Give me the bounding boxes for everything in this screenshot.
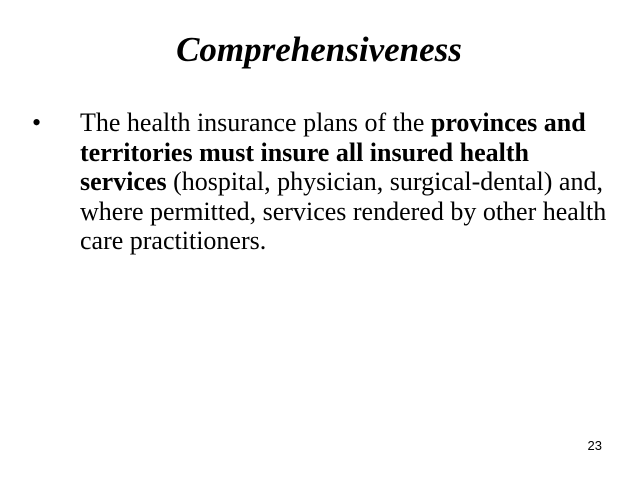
bullet-text-regular-1: The health insurance plans of the: [80, 108, 431, 137]
bullet-point: •: [32, 108, 42, 137]
page-number: 23: [587, 438, 602, 453]
bullet-text-regular-2: (hospital, physician, surgical-dental) and, where permitted, services rendered by other health care practitioners.: [80, 167, 607, 255]
slide-title: Comprehensiveness: [176, 30, 462, 69]
bullet-text: [80, 108, 610, 256]
bullet-text-bold: provinces and territories must insure all insured health services: [80, 108, 586, 196]
